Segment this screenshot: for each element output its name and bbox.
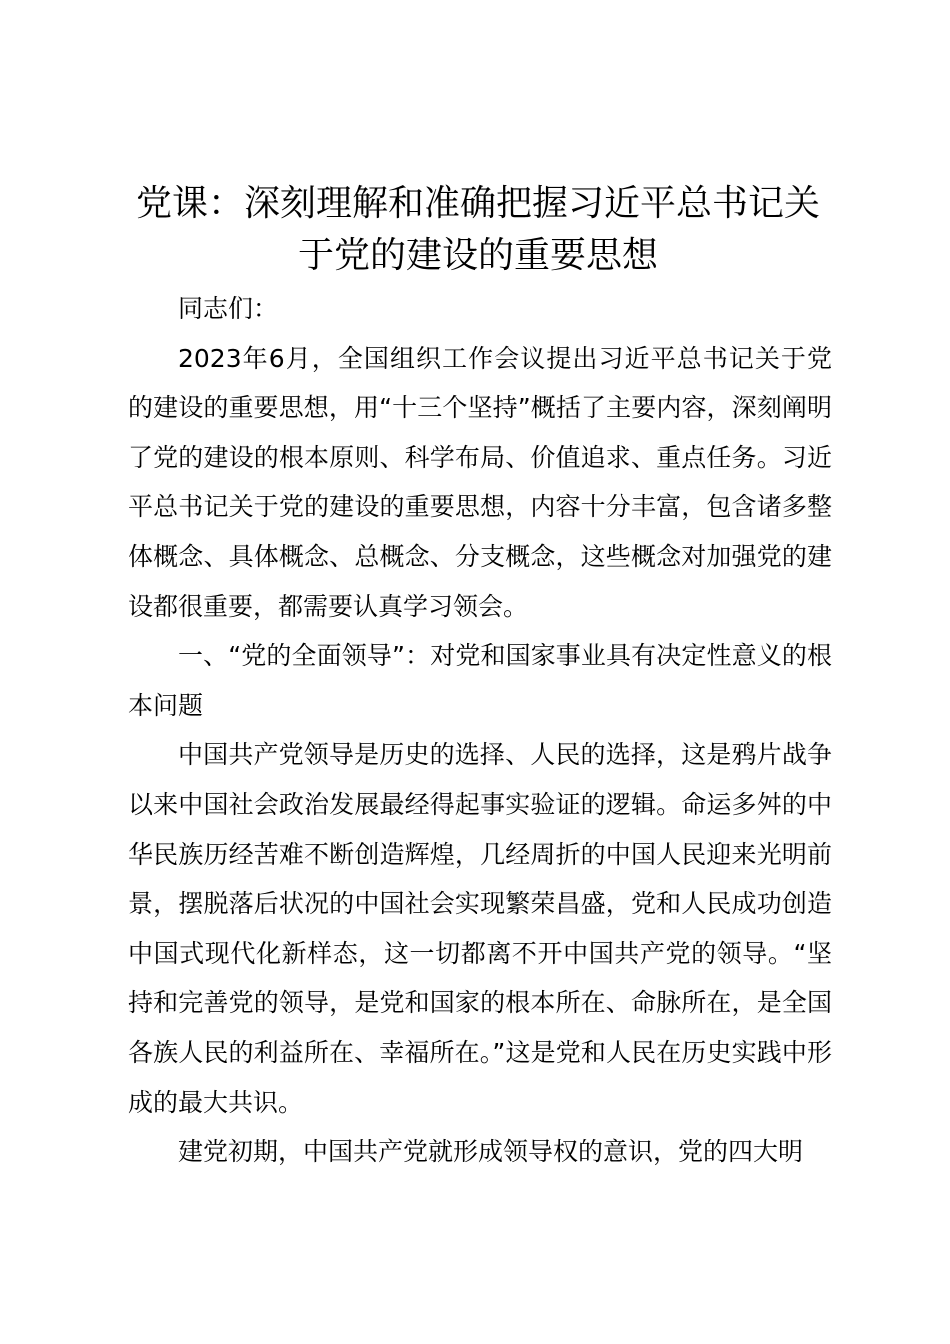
salutation: 同志们： <box>178 294 279 323</box>
paragraph-intro: 2023年6月，全国组织工作会议提出习近平总书记关于党的建设的重要思想，用“十三个坚持”概括了主要内容，深刻阐明了党的建设的根本原则、科学布局、价值追求、重点任务。习近平总书记关于党的建设的重要思想，内容十分丰富，包含诸多整体概念、具体概念、总概念、分支概念，这些概念对加强党的建设都很重要，都需要认真学习领会。 <box>128 343 832 621</box>
document-body <box>128 284 832 1177</box>
paragraph-leadership: 中国共产党领导是历史的选择、人民的选择，这是鸦片战争以来中国社会政治发展最经得起事实验证的逻辑。命运多舛的中华民族历经苦难不断创造辉煌，几经周折的中国人民迎来光明前景，摆脱落后状况的中国社会实现繁荣昌盛，党和人民成功创造中国式现代化新样态，这一切都离不开中国共产党的领导。“坚持和完善党的领导，是党和国家的根本所在、命脉所在，是全国各族人民的利益所在、幸福所在。”这是党和人民在历史实践中形成的最大共识。 <box>128 740 832 1117</box>
document-title: 党课：深刻理解和准确把握习近平总书记关于党的建设的重要思想 <box>135 183 820 276</box>
section-heading: 一、“党的全面领导”：对党和国家事业具有决定性意义的根本问题 <box>128 641 832 720</box>
paragraph-early-party: 建党初期，中国共产党就形成领导权的意识，党的四大明 <box>178 1137 804 1167</box>
